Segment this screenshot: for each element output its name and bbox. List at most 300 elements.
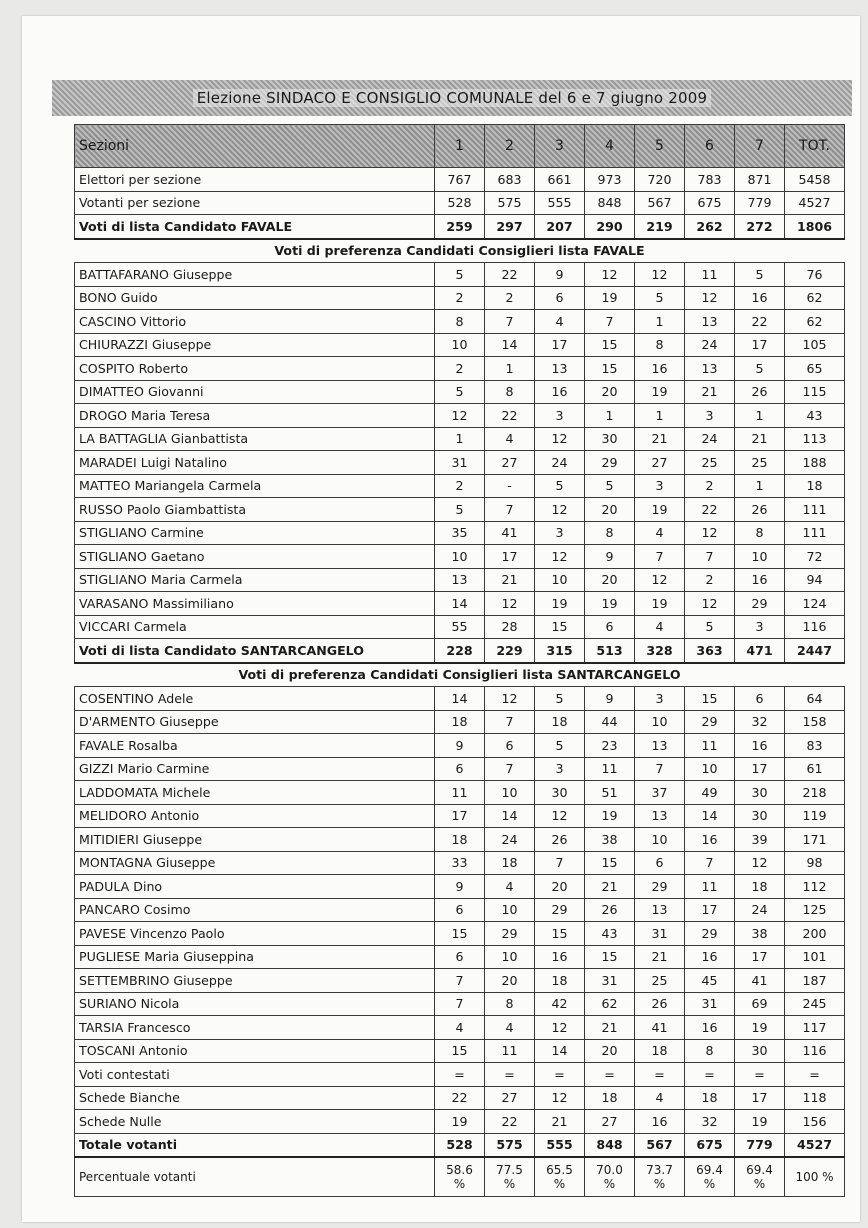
row-label: Schede Nulle (75, 1110, 435, 1134)
table-row (75, 357, 845, 381)
cell-value: 27 (635, 451, 685, 475)
cell-value: 5 (535, 474, 585, 498)
table-row (75, 781, 845, 805)
cell-value: 22 (485, 263, 535, 287)
cell-value: 69 (735, 992, 785, 1016)
row-label: Totale votanti (75, 1133, 435, 1157)
cell-value: 25 (635, 969, 685, 993)
cell-value: 65 (785, 357, 845, 381)
cell-value: 2 (435, 357, 485, 381)
table-row (75, 168, 845, 192)
cell-value: 41 (635, 1016, 685, 1040)
cell-value: 5 (535, 687, 585, 711)
cell-value: 7 (685, 851, 735, 875)
cell-value: 229 (485, 639, 535, 663)
cell-value: 20 (535, 875, 585, 899)
row-label: PUGLIESE Maria Giuseppina (75, 945, 435, 969)
cell-value: 42 (535, 992, 585, 1016)
cell-value: 272 (735, 215, 785, 239)
favale-total-row (75, 215, 845, 239)
cell-value: 14 (435, 687, 485, 711)
cell-value: 16 (535, 380, 585, 404)
row-label: FAVALE Rosalba (75, 734, 435, 758)
row-label: CASCINO Vittorio (75, 310, 435, 334)
cell-value: 328 (635, 639, 685, 663)
cell-value: 11 (435, 781, 485, 805)
cell-value: 7 (585, 310, 635, 334)
cell-value: 567 (635, 1133, 685, 1157)
cell-value: 22 (485, 404, 535, 428)
cell-value: 3 (535, 404, 585, 428)
cell-value: 65.5 % (535, 1157, 585, 1197)
cell-value: 1806 (785, 215, 845, 239)
cell-value: 5 (435, 263, 485, 287)
cell-value: 49 (685, 781, 735, 805)
cell-value: 10 (435, 545, 485, 569)
table-row (75, 945, 845, 969)
cell-value: 10 (635, 828, 685, 852)
cell-value: 12 (535, 1086, 585, 1110)
cell-value: 44 (585, 710, 635, 734)
cell-value: 8 (435, 310, 485, 334)
cell-value: 12 (535, 498, 585, 522)
table-row (75, 757, 845, 781)
cell-value: 24 (735, 898, 785, 922)
cell-value: 17 (735, 945, 785, 969)
cell-value: 1 (485, 357, 535, 381)
cell-value: 9 (585, 545, 635, 569)
row-label: PAVESE Vincenzo Paolo (75, 922, 435, 946)
cell-value: 38 (585, 828, 635, 852)
cell-value: 245 (785, 992, 845, 1016)
cell-value: 28 (485, 615, 535, 639)
row-label: GIZZI Mario Carmine (75, 757, 435, 781)
cell-value: 33 (435, 851, 485, 875)
table-row (75, 687, 845, 711)
cell-value: 5 (735, 357, 785, 381)
cell-value: 219 (635, 215, 685, 239)
table-row (75, 615, 845, 639)
cell-value: 4 (485, 875, 535, 899)
cell-value: 315 (535, 639, 585, 663)
cell-value: 21 (735, 427, 785, 451)
cell-value: 5 (735, 263, 785, 287)
cell-value: 17 (735, 1086, 785, 1110)
cell-value: 14 (435, 592, 485, 616)
cell-value: 25 (735, 451, 785, 475)
table-row (75, 828, 845, 852)
cell-value: = (585, 1063, 635, 1087)
cell-value: 16 (685, 828, 735, 852)
row-label: COSPITO Roberto (75, 357, 435, 381)
cell-value: 156 (785, 1110, 845, 1134)
cell-value: 32 (735, 710, 785, 734)
cell-value: 21 (635, 427, 685, 451)
row-label: MARADEI Luigi Natalino (75, 451, 435, 475)
cell-value: 37 (635, 781, 685, 805)
cell-value: 17 (485, 545, 535, 569)
row-label: STIGLIANO Maria Carmela (75, 568, 435, 592)
cell-value: 15 (585, 945, 635, 969)
cell-value: 72 (785, 545, 845, 569)
cell-value: 26 (535, 828, 585, 852)
cell-value: 6 (585, 615, 635, 639)
table-row (75, 568, 845, 592)
cell-value: 11 (685, 734, 735, 758)
cell-value: 64 (785, 687, 845, 711)
cell-value: 3 (685, 404, 735, 428)
header-col: 4 (585, 125, 635, 168)
cell-value: 39 (735, 828, 785, 852)
table-row (75, 404, 845, 428)
table-row (75, 191, 845, 215)
cell-value: 115 (785, 380, 845, 404)
cell-value: 19 (585, 592, 635, 616)
cell-value: 973 (585, 168, 635, 192)
table-row (75, 804, 845, 828)
cell-value: 7 (435, 969, 485, 993)
cell-value: 8 (485, 380, 535, 404)
cell-value: 187 (785, 969, 845, 993)
table-row (75, 1110, 845, 1134)
cell-value: 26 (585, 898, 635, 922)
table-row (75, 710, 845, 734)
cell-value: 21 (535, 1110, 585, 1134)
cell-value: 4 (485, 1016, 535, 1040)
cell-value: 12 (535, 1016, 585, 1040)
cell-value: 12 (535, 804, 585, 828)
cell-value: 29 (735, 592, 785, 616)
row-label: STIGLIANO Gaetano (75, 545, 435, 569)
table-row (75, 851, 845, 875)
header-col: TOT. (785, 125, 845, 168)
row-label: DROGO Maria Teresa (75, 404, 435, 428)
cell-value: 3 (635, 474, 685, 498)
table-row (75, 427, 845, 451)
cell-value: 16 (735, 568, 785, 592)
cell-value: 9 (535, 263, 585, 287)
title-text: Elezione SINDACO E CONSIGLIO COMUNALE del 6 e 7 giugno 2009 (193, 89, 712, 107)
cell-value: 30 (535, 781, 585, 805)
cell-value: 27 (585, 1110, 635, 1134)
table-row (75, 922, 845, 946)
cell-value: 21 (635, 945, 685, 969)
section-heading: Voti di preferenza Candidati Consiglieri lista SANTARCANGELO (75, 663, 845, 687)
cell-value: 13 (435, 568, 485, 592)
cell-value: 19 (735, 1016, 785, 1040)
cell-value: 116 (785, 615, 845, 639)
table-row (75, 263, 845, 287)
table-row (75, 474, 845, 498)
cell-value: 10 (485, 898, 535, 922)
table-body (75, 168, 845, 1197)
cell-value: 200 (785, 922, 845, 946)
row-label: RUSSO Paolo Giambattista (75, 498, 435, 522)
cell-value: 12 (635, 263, 685, 287)
cell-value: 24 (685, 427, 735, 451)
cell-value: 12 (585, 263, 635, 287)
cell-value: 27 (485, 1086, 535, 1110)
cell-value: 528 (435, 191, 485, 215)
cell-value: 2 (685, 474, 735, 498)
table-row (75, 734, 845, 758)
cell-value: 16 (685, 1016, 735, 1040)
cell-value: 77.5 % (485, 1157, 535, 1197)
table-row (75, 310, 845, 334)
cell-value: 6 (485, 734, 535, 758)
row-label: Voti di lista Candidato FAVALE (75, 215, 435, 239)
cell-value: 2 (435, 474, 485, 498)
cell-value: 19 (585, 286, 635, 310)
header-label: Sezioni (75, 125, 435, 168)
cell-value: 62 (785, 286, 845, 310)
cell-value: 6 (435, 757, 485, 781)
cell-value: = (435, 1063, 485, 1087)
cell-value: 767 (435, 168, 485, 192)
row-label: TARSIA Francesco (75, 1016, 435, 1040)
cell-value: 15 (585, 357, 635, 381)
cell-value: 19 (635, 380, 685, 404)
cell-value: 848 (585, 191, 635, 215)
cell-value: 8 (735, 521, 785, 545)
row-label: Voti di lista Candidato SANTARCANGELO (75, 639, 435, 663)
cell-value: 13 (685, 357, 735, 381)
table-row (75, 1086, 845, 1110)
table-row (75, 898, 845, 922)
cell-value: 18 (785, 474, 845, 498)
cell-value: 10 (685, 757, 735, 781)
cell-value: - (485, 474, 535, 498)
cell-value: 31 (435, 451, 485, 475)
row-label: PADULA Dino (75, 875, 435, 899)
cell-value: 118 (785, 1086, 845, 1110)
cell-value: 10 (735, 545, 785, 569)
cell-value: 32 (685, 1110, 735, 1134)
cell-value: 15 (585, 333, 635, 357)
header-col: 2 (485, 125, 535, 168)
cell-value: 117 (785, 1016, 845, 1040)
cell-value: 675 (685, 191, 735, 215)
cell-value: 70.0 % (585, 1157, 635, 1197)
row-label: Percentuale votanti (75, 1157, 435, 1197)
row-label: DIMATTEO Giovanni (75, 380, 435, 404)
cell-value: = (735, 1063, 785, 1087)
cell-value: 27 (485, 451, 535, 475)
cell-value: 31 (685, 992, 735, 1016)
cell-value: 116 (785, 1039, 845, 1063)
cell-value: = (785, 1063, 845, 1087)
cell-value: 2 (435, 286, 485, 310)
row-label: STIGLIANO Carmine (75, 521, 435, 545)
cell-value: 7 (685, 545, 735, 569)
percentuale-row (75, 1157, 845, 1197)
cell-value: 29 (535, 898, 585, 922)
cell-value: 12 (535, 427, 585, 451)
cell-value: 21 (485, 568, 535, 592)
row-label: MELIDORO Antonio (75, 804, 435, 828)
cell-value: 98 (785, 851, 845, 875)
cell-value: 19 (435, 1110, 485, 1134)
cell-value: 783 (685, 168, 735, 192)
cell-value: 4 (485, 427, 535, 451)
cell-value: 20 (585, 380, 635, 404)
cell-value: 675 (685, 1133, 735, 1157)
cell-value: 101 (785, 945, 845, 969)
cell-value: 567 (635, 191, 685, 215)
cell-value: 22 (685, 498, 735, 522)
cell-value: 683 (485, 168, 535, 192)
table-row (75, 969, 845, 993)
table-row (75, 521, 845, 545)
cell-value: 6 (735, 687, 785, 711)
cell-value: 16 (535, 945, 585, 969)
header-col: 3 (535, 125, 585, 168)
cell-value: 20 (485, 969, 535, 993)
cell-value: 7 (485, 498, 535, 522)
cell-value: 10 (485, 945, 535, 969)
cell-value: 29 (685, 922, 735, 946)
cell-value: 4 (535, 310, 585, 334)
cell-value: 171 (785, 828, 845, 852)
cell-value: 20 (585, 568, 635, 592)
cell-value: 13 (635, 898, 685, 922)
row-label: Elettori per sezione (75, 168, 435, 192)
cell-value: 17 (735, 333, 785, 357)
cell-value: 19 (635, 592, 685, 616)
cell-value: 5 (635, 286, 685, 310)
table-row (75, 992, 845, 1016)
cell-value: 13 (685, 310, 735, 334)
table-row (75, 380, 845, 404)
cell-value: 13 (635, 804, 685, 828)
cell-value: 11 (585, 757, 635, 781)
cell-value: 18 (485, 851, 535, 875)
cell-value: 125 (785, 898, 845, 922)
cell-value: 12 (635, 568, 685, 592)
cell-value: 4 (635, 615, 685, 639)
cell-value: 58.6 % (435, 1157, 485, 1197)
cell-value: 15 (535, 922, 585, 946)
cell-value: 14 (485, 804, 535, 828)
cell-value: 8 (585, 521, 635, 545)
cell-value: 10 (535, 568, 585, 592)
cell-value: 1 (635, 310, 685, 334)
cell-value: 30 (735, 804, 785, 828)
cell-value: 18 (735, 875, 785, 899)
cell-value: 7 (485, 710, 535, 734)
cell-value: 2 (685, 568, 735, 592)
cell-value: 12 (485, 592, 535, 616)
table-row (75, 1063, 845, 1087)
cell-value: 7 (485, 757, 535, 781)
cell-value: 4527 (785, 191, 845, 215)
cell-value: 7 (435, 992, 485, 1016)
table-row (75, 592, 845, 616)
cell-value: 4527 (785, 1133, 845, 1157)
row-label: SURIANO Nicola (75, 992, 435, 1016)
header-col: 7 (735, 125, 785, 168)
section-heading-row (75, 239, 845, 263)
cell-value: 19 (535, 592, 585, 616)
table-row (75, 498, 845, 522)
cell-value: 1 (435, 427, 485, 451)
cell-value: 18 (435, 710, 485, 734)
cell-value: 29 (485, 922, 535, 946)
cell-value: 83 (785, 734, 845, 758)
cell-value: 7 (635, 757, 685, 781)
cell-value: 1 (635, 404, 685, 428)
cell-value: 6 (635, 851, 685, 875)
cell-value: 73.7 % (635, 1157, 685, 1197)
cell-value: 14 (535, 1039, 585, 1063)
cell-value: 779 (735, 1133, 785, 1157)
cell-value: 661 (535, 168, 585, 192)
cell-value: 29 (585, 451, 635, 475)
document-page (22, 16, 860, 1222)
cell-value: 26 (735, 380, 785, 404)
cell-value: 11 (685, 875, 735, 899)
cell-value: 16 (635, 1110, 685, 1134)
cell-value: 18 (635, 1039, 685, 1063)
cell-value: 20 (585, 1039, 635, 1063)
cell-value: 18 (535, 710, 585, 734)
row-label: LA BATTAGLIA Gianbattista (75, 427, 435, 451)
cell-value: 3 (735, 615, 785, 639)
table-row (75, 286, 845, 310)
cell-value: 61 (785, 757, 845, 781)
cell-value: 24 (485, 828, 535, 852)
cell-value: 12 (685, 592, 735, 616)
cell-value: 6 (435, 898, 485, 922)
results-table (74, 124, 845, 1197)
cell-value: 18 (435, 828, 485, 852)
cell-value: 218 (785, 781, 845, 805)
cell-value: 29 (635, 875, 685, 899)
row-label: MATTEO Mariangela Carmela (75, 474, 435, 498)
cell-value: 11 (685, 263, 735, 287)
cell-value: 12 (435, 404, 485, 428)
cell-value: 9 (435, 875, 485, 899)
cell-value: 112 (785, 875, 845, 899)
cell-value: = (485, 1063, 535, 1087)
cell-value: 105 (785, 333, 845, 357)
cell-value: 13 (635, 734, 685, 758)
cell-value: 228 (435, 639, 485, 663)
cell-value: 17 (535, 333, 585, 357)
cell-value: 55 (435, 615, 485, 639)
cell-value: 22 (485, 1110, 535, 1134)
cell-value: 19 (735, 1110, 785, 1134)
cell-value: 188 (785, 451, 845, 475)
cell-value: 12 (485, 687, 535, 711)
cell-value: 3 (535, 757, 585, 781)
cell-value: 16 (685, 945, 735, 969)
cell-value: 62 (585, 992, 635, 1016)
row-label: SETTEMBRINO Giuseppe (75, 969, 435, 993)
row-label: PANCARO Cosimo (75, 898, 435, 922)
header-col: 1 (435, 125, 485, 168)
totale-votanti-row (75, 1133, 845, 1157)
cell-value: 21 (585, 875, 635, 899)
cell-value: 720 (635, 168, 685, 192)
cell-value: 7 (485, 310, 535, 334)
cell-value: 30 (585, 427, 635, 451)
cell-value: 8 (685, 1039, 735, 1063)
cell-value: 25 (685, 451, 735, 475)
cell-value: 575 (485, 191, 535, 215)
cell-value: 76 (785, 263, 845, 287)
cell-value: 10 (435, 333, 485, 357)
